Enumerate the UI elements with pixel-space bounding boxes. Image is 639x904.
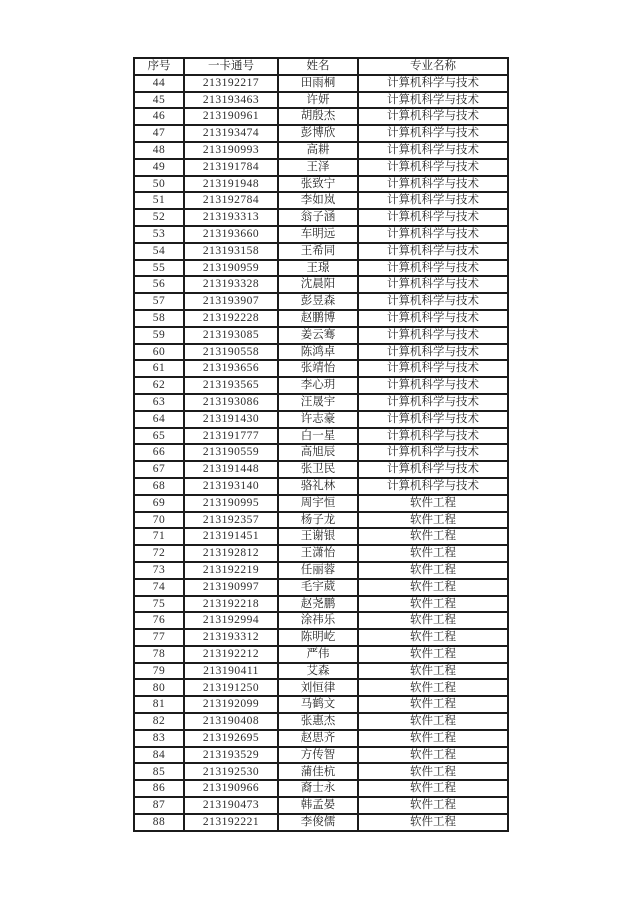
serial-cell: 75: [134, 596, 184, 613]
name-cell: 许志豪: [278, 411, 358, 428]
table-body: [134, 75, 508, 831]
table-row: [134, 730, 508, 747]
card-number-cell: 213191250: [184, 679, 278, 696]
serial-cell: 60: [134, 344, 184, 361]
major-cell: 计算机科学与技术: [358, 142, 508, 159]
card-number-cell: 213192212: [184, 646, 278, 663]
serial-cell: 63: [134, 394, 184, 411]
major-cell: 计算机科学与技术: [358, 411, 508, 428]
name-cell: 涂祎乐: [278, 612, 358, 629]
card-number-cell: 213190959: [184, 260, 278, 277]
name-cell: 王谢银: [278, 528, 358, 545]
card-number-cell: 213191777: [184, 428, 278, 445]
serial-cell: 69: [134, 495, 184, 512]
column-header-name: 姓名: [278, 58, 358, 75]
serial-cell: 58: [134, 310, 184, 327]
serial-cell: 64: [134, 411, 184, 428]
serial-cell: 52: [134, 209, 184, 226]
major-cell: 计算机科学与技术: [358, 75, 508, 92]
card-number-cell: 213192099: [184, 696, 278, 713]
major-cell: 计算机科学与技术: [358, 209, 508, 226]
serial-cell: 55: [134, 260, 184, 277]
major-cell: 软件工程: [358, 730, 508, 747]
table-row: [134, 747, 508, 764]
name-cell: 王希同: [278, 243, 358, 260]
card-number-cell: 213192219: [184, 562, 278, 579]
name-cell: 陈明屹: [278, 629, 358, 646]
serial-cell: 46: [134, 108, 184, 125]
table-row: [134, 75, 508, 92]
name-cell: 高旭辰: [278, 444, 358, 461]
name-cell: 毛宇葳: [278, 579, 358, 596]
name-cell: 赵思齐: [278, 730, 358, 747]
major-cell: 软件工程: [358, 562, 508, 579]
table-row: [134, 663, 508, 680]
table-row: [134, 344, 508, 361]
card-number-cell: 213190993: [184, 142, 278, 159]
card-number-cell: 213193656: [184, 360, 278, 377]
serial-cell: 51: [134, 192, 184, 209]
card-number-cell: 213190411: [184, 663, 278, 680]
name-cell: 韩孟晏: [278, 797, 358, 814]
card-number-cell: 213193529: [184, 747, 278, 764]
major-cell: 计算机科学与技术: [358, 92, 508, 109]
name-cell: 裔士永: [278, 780, 358, 797]
serial-cell: 45: [134, 92, 184, 109]
card-number-cell: 213193313: [184, 209, 278, 226]
name-cell: 刘恒律: [278, 679, 358, 696]
serial-cell: 47: [134, 125, 184, 142]
serial-cell: 86: [134, 780, 184, 797]
serial-cell: 59: [134, 327, 184, 344]
major-cell: 软件工程: [358, 612, 508, 629]
major-cell: 计算机科学与技术: [358, 226, 508, 243]
name-cell: 张卫民: [278, 461, 358, 478]
table-row: [134, 310, 508, 327]
name-cell: 胡殷杰: [278, 108, 358, 125]
serial-cell: 57: [134, 293, 184, 310]
card-number-cell: 213193565: [184, 377, 278, 394]
table-row: [134, 209, 508, 226]
major-cell: 软件工程: [358, 579, 508, 596]
table-row: [134, 444, 508, 461]
column-header-major: 专业名称: [358, 58, 508, 75]
serial-cell: 61: [134, 360, 184, 377]
serial-cell: 80: [134, 679, 184, 696]
card-number-cell: 213193907: [184, 293, 278, 310]
card-number-cell: 213191948: [184, 176, 278, 193]
major-cell: 软件工程: [358, 797, 508, 814]
serial-cell: 87: [134, 797, 184, 814]
name-cell: 姜云骞: [278, 327, 358, 344]
major-cell: 软件工程: [358, 495, 508, 512]
table-row: [134, 713, 508, 730]
table-row: [134, 411, 508, 428]
name-cell: 严伟: [278, 646, 358, 663]
table-row: [134, 142, 508, 159]
card-number-cell: 213190408: [184, 713, 278, 730]
card-number-cell: 213190559: [184, 444, 278, 461]
name-cell: 李心玥: [278, 377, 358, 394]
major-cell: 软件工程: [358, 814, 508, 831]
major-cell: 计算机科学与技术: [358, 243, 508, 260]
name-cell: 田雨桐: [278, 75, 358, 92]
card-number-cell: 213192695: [184, 730, 278, 747]
major-cell: 计算机科学与技术: [358, 310, 508, 327]
name-cell: 彭昱森: [278, 293, 358, 310]
name-cell: 李俊儒: [278, 814, 358, 831]
serial-cell: 79: [134, 663, 184, 680]
name-cell: 杨子龙: [278, 512, 358, 529]
card-number-cell: 213192228: [184, 310, 278, 327]
major-cell: 计算机科学与技术: [358, 478, 508, 495]
major-cell: 软件工程: [358, 512, 508, 529]
major-cell: 计算机科学与技术: [358, 428, 508, 445]
table-row: [134, 293, 508, 310]
serial-cell: 68: [134, 478, 184, 495]
name-cell: 张惠杰: [278, 713, 358, 730]
table-row: [134, 478, 508, 495]
name-cell: 张靖怡: [278, 360, 358, 377]
table-row: [134, 461, 508, 478]
card-number-cell: 213193463: [184, 92, 278, 109]
card-number-cell: 213193474: [184, 125, 278, 142]
serial-cell: 66: [134, 444, 184, 461]
table-row: [134, 696, 508, 713]
table-row: [134, 92, 508, 109]
name-cell: 汪晟宇: [278, 394, 358, 411]
serial-cell: 49: [134, 159, 184, 176]
major-cell: 计算机科学与技术: [358, 377, 508, 394]
table-row: [134, 629, 508, 646]
major-cell: 计算机科学与技术: [358, 159, 508, 176]
table-row: [134, 814, 508, 831]
table-row: [134, 495, 508, 512]
major-cell: 软件工程: [358, 663, 508, 680]
serial-cell: 53: [134, 226, 184, 243]
card-number-cell: 213190966: [184, 780, 278, 797]
serial-cell: 56: [134, 276, 184, 293]
name-cell: 王潇怡: [278, 545, 358, 562]
name-cell: 周宇恒: [278, 495, 358, 512]
major-cell: 计算机科学与技术: [358, 327, 508, 344]
serial-cell: 44: [134, 75, 184, 92]
name-cell: 陈鸿卓: [278, 344, 358, 361]
major-cell: 软件工程: [358, 713, 508, 730]
name-cell: 许妍: [278, 92, 358, 109]
name-cell: 张致宁: [278, 176, 358, 193]
serial-cell: 62: [134, 377, 184, 394]
column-header-card-number: 一卡通号: [184, 58, 278, 75]
table-row: [134, 360, 508, 377]
serial-cell: 78: [134, 646, 184, 663]
table-row: [134, 159, 508, 176]
card-number-cell: 213193328: [184, 276, 278, 293]
table-row: [134, 562, 508, 579]
card-number-cell: 213192357: [184, 512, 278, 529]
table-row: [134, 428, 508, 445]
table-row: [134, 125, 508, 142]
serial-cell: 50: [134, 176, 184, 193]
serial-cell: 83: [134, 730, 184, 747]
serial-cell: 70: [134, 512, 184, 529]
name-cell: 白一星: [278, 428, 358, 445]
serial-cell: 71: [134, 528, 184, 545]
name-cell: 王璟: [278, 260, 358, 277]
table-row: [134, 394, 508, 411]
major-cell: 软件工程: [358, 528, 508, 545]
serial-cell: 74: [134, 579, 184, 596]
table-row: [134, 579, 508, 596]
name-cell: 骆礼林: [278, 478, 358, 495]
major-cell: 软件工程: [358, 679, 508, 696]
table-row: [134, 780, 508, 797]
table-row: [134, 176, 508, 193]
name-cell: 任丽蓉: [278, 562, 358, 579]
major-cell: 计算机科学与技术: [358, 394, 508, 411]
name-cell: 高耕: [278, 142, 358, 159]
major-cell: 计算机科学与技术: [358, 276, 508, 293]
name-cell: 李如岚: [278, 192, 358, 209]
major-cell: 软件工程: [358, 545, 508, 562]
card-number-cell: 213192530: [184, 763, 278, 780]
card-number-cell: 213192217: [184, 75, 278, 92]
serial-cell: 88: [134, 814, 184, 831]
card-number-cell: 213191784: [184, 159, 278, 176]
major-cell: 计算机科学与技术: [358, 125, 508, 142]
table-row: [134, 528, 508, 545]
name-cell: 车明远: [278, 226, 358, 243]
major-cell: 软件工程: [358, 646, 508, 663]
table-row: [134, 243, 508, 260]
card-number-cell: 213190997: [184, 579, 278, 596]
serial-cell: 54: [134, 243, 184, 260]
serial-cell: 72: [134, 545, 184, 562]
table-row: [134, 226, 508, 243]
card-number-cell: 213191451: [184, 528, 278, 545]
name-cell: 王泽: [278, 159, 358, 176]
major-cell: 软件工程: [358, 763, 508, 780]
table-row: [134, 679, 508, 696]
serial-cell: 81: [134, 696, 184, 713]
card-number-cell: 213192994: [184, 612, 278, 629]
serial-cell: 77: [134, 629, 184, 646]
table-row: [134, 596, 508, 613]
card-number-cell: 213190558: [184, 344, 278, 361]
major-cell: 计算机科学与技术: [358, 444, 508, 461]
serial-cell: 48: [134, 142, 184, 159]
major-cell: 计算机科学与技术: [358, 360, 508, 377]
name-cell: 翁子涵: [278, 209, 358, 226]
major-cell: 计算机科学与技术: [358, 461, 508, 478]
major-cell: 计算机科学与技术: [358, 176, 508, 193]
table-row: [134, 763, 508, 780]
name-cell: 方传智: [278, 747, 358, 764]
table-row: [134, 108, 508, 125]
card-number-cell: 213192784: [184, 192, 278, 209]
major-cell: 软件工程: [358, 780, 508, 797]
major-cell: 计算机科学与技术: [358, 192, 508, 209]
card-number-cell: 213193086: [184, 394, 278, 411]
table-row: [134, 797, 508, 814]
major-cell: 计算机科学与技术: [358, 108, 508, 125]
table-row: [134, 192, 508, 209]
card-number-cell: 213193312: [184, 629, 278, 646]
major-cell: 软件工程: [358, 629, 508, 646]
card-number-cell: 213192218: [184, 596, 278, 613]
card-number-cell: 213191448: [184, 461, 278, 478]
serial-cell: 73: [134, 562, 184, 579]
card-number-cell: 213193660: [184, 226, 278, 243]
major-cell: 软件工程: [358, 696, 508, 713]
table-row: [134, 646, 508, 663]
card-number-cell: 213191430: [184, 411, 278, 428]
serial-cell: 67: [134, 461, 184, 478]
table-row: [134, 377, 508, 394]
table-row: [134, 612, 508, 629]
header-row: [134, 58, 508, 75]
major-cell: 软件工程: [358, 747, 508, 764]
column-header-serial: 序号: [134, 58, 184, 75]
name-cell: 彭博欣: [278, 125, 358, 142]
card-number-cell: 213192221: [184, 814, 278, 831]
serial-cell: 82: [134, 713, 184, 730]
name-cell: 艾森: [278, 663, 358, 680]
name-cell: 赵尧鹏: [278, 596, 358, 613]
table-row: [134, 512, 508, 529]
major-cell: 计算机科学与技术: [358, 293, 508, 310]
card-number-cell: 213190961: [184, 108, 278, 125]
card-number-cell: 213193140: [184, 478, 278, 495]
serial-cell: 76: [134, 612, 184, 629]
serial-cell: 65: [134, 428, 184, 445]
major-cell: 计算机科学与技术: [358, 344, 508, 361]
table-row: [134, 327, 508, 344]
table-row: [134, 545, 508, 562]
serial-cell: 85: [134, 763, 184, 780]
table-row: [134, 276, 508, 293]
major-cell: 软件工程: [358, 596, 508, 613]
major-cell: 计算机科学与技术: [358, 260, 508, 277]
card-number-cell: 213192812: [184, 545, 278, 562]
card-number-cell: 213190995: [184, 495, 278, 512]
name-cell: 蒲佳杭: [278, 763, 358, 780]
card-number-cell: 213193158: [184, 243, 278, 260]
table-row: [134, 260, 508, 277]
serial-cell: 84: [134, 747, 184, 764]
card-number-cell: 213193085: [184, 327, 278, 344]
name-cell: 赵鹏博: [278, 310, 358, 327]
name-cell: 沈晨阳: [278, 276, 358, 293]
student-roster-table: [133, 57, 509, 832]
card-number-cell: 213190473: [184, 797, 278, 814]
name-cell: 马鹤文: [278, 696, 358, 713]
